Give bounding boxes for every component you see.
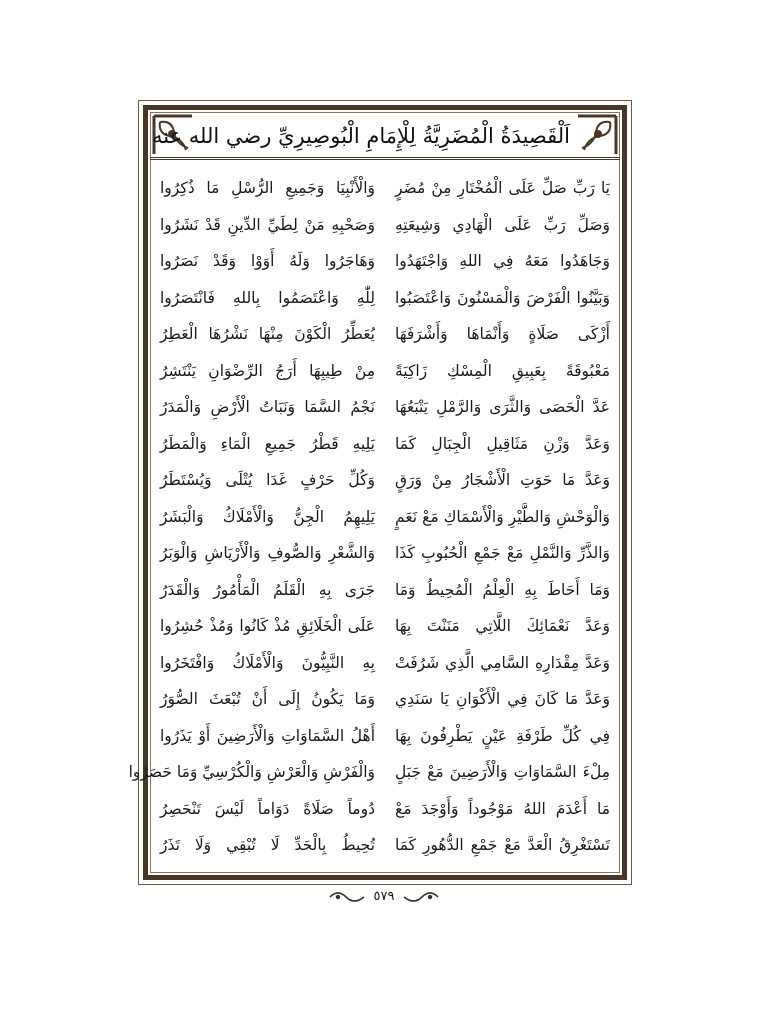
verse-second-hemistich: نَجْمُ السَّمَا وَنَبَاتُ الْأَرْضِ وَالْمَدَرُ [160, 398, 375, 416]
verse-row [160, 316, 610, 352]
verse-row [160, 426, 610, 462]
verse-second-hemistich: وَالْأَنْبِيَا وَجَمِيعِ الرُّسْلِ مَا ذُكِرُوا [160, 179, 375, 197]
verse-first-hemistich: وَجَاهَدُوا مَعَهُ فِي اللهِ وَاجْتَهَدُوا [395, 252, 610, 270]
verse-second-hemistich: وَالْفَرْشِ وَالْعَرْشِ وَالْكُرْسِيِّ وَمَا حَصَرُوا [128, 763, 375, 781]
verse-row [160, 207, 610, 243]
verse-first-hemistich: مَعْبُوقَةً بِعَبِيقِ الْمِسْكِ زَاكِيَةً [395, 361, 610, 380]
verse-first-hemistich: مَا أَعْدَمَ اللهُ مَوْجُوداً وَأَوْجَدَ مَعْ [395, 799, 610, 818]
verse-row [160, 718, 610, 754]
verse-second-hemistich: تُحِيطُ بِالْحَدِّ لَا تُبْقِي وَلَا تَذَرُ [160, 836, 375, 854]
verse-first-hemistich: عَدَّ الْحَصَى وَالثَّرَى وَالرَّمْلِ يَتْبَعُهَا [395, 398, 610, 416]
verse-first-hemistich: وَعَدَّ نَعْمَائِكَ اللَّاتِي مَنَنْتَ بِهَا [395, 617, 610, 635]
page-number: ٥٧٩ [373, 889, 395, 904]
verse-row [160, 645, 610, 681]
verse-first-hemistich: وَالذَّرِّ وَالنَّمْلِ مَعْ جَمْعِ الْحُبُوبِ كَذَا [395, 544, 610, 562]
verse-first-hemistich: وَبَيَّنُوا الْفَرْضَ وَالْمَسْنُونَ وَاعْتَصَبُوا [395, 288, 610, 307]
verse-first-hemistich: يَا رَبِّ صَلِّ عَلَى الْمُخْتَارِ مِنْ مُضَرٍ [395, 179, 610, 197]
verse-first-hemistich: وَصَلِّ رَبِّ عَلَى الْهَادِي وَشِيعَتِهِ [395, 215, 610, 234]
verse-row [160, 170, 610, 206]
verse-row [160, 791, 610, 827]
verse-second-hemistich: يَلِيهِمُ الْجِنُّ وَالْأَمْلَاكُ وَالْبَشَرُ [160, 507, 375, 526]
verse-row [160, 572, 610, 608]
verse-second-hemistich: وَكُلِّ حَرْفٍ غَدَا يُتْلَى وَيُسْتَطَرُ [160, 471, 375, 489]
verse-second-hemistich: عَلَى الْخَلَائِقِ مُذْ كَانُوا وَمُذْ حُشِرُوا [160, 617, 375, 635]
verse-row [160, 389, 610, 425]
verse-second-hemistich: دُوماً صَلَاةً دَوَاماً لَيْسَ تَنْحَصِرُ [160, 799, 375, 818]
verse-second-hemistich: أَهْلُ السَّمَاوَاتِ وَالْأَرَضِينَ أَوْ يَذَرُوا [160, 726, 375, 745]
left-ornament-icon [328, 886, 366, 908]
verse-row [160, 827, 610, 863]
verse-first-hemistich: وَالْوَحْشِ وَالطَّيْرِ وَالْأَسْمَاكِ مَعْ نَعَمٍ [395, 507, 610, 526]
corner-ornament-right [576, 114, 618, 156]
page-title: اَلْقَصِيدَةُ الْمُضَرِيَّةُ لِلْإِمَامِ الْبُوصِيرِيِّ رضي الله عنه [152, 124, 570, 148]
verse-row [128, 754, 610, 790]
verse-second-hemistich: مِنْ طِيبِهَا أَرَجُ الرِّضْوَانِ يَنْتَشِرُ [160, 361, 375, 380]
verse-row [160, 462, 610, 498]
verse-first-hemistich: وَعَدَّ مَا حَوَتِ الْأَشْجَارُ مِنْ وَرَقٍ [395, 471, 610, 489]
verse-first-hemistich: فِي كُلِّ طَرْفَةِ عَيْنٍ يَطْرِفُونَ بِهَا [395, 726, 610, 745]
verse-second-hemistich: وَالشَّعْرِ وَالصُّوفِ وَالْأَرْيَاشِ وَالْوَبَرُ [160, 544, 375, 562]
verse-second-hemistich: وَهَاجَرُوا وَلَهُ أَوَوْا وَقَدْ نَصَرُوا [160, 252, 375, 270]
verse-first-hemistich: وَمَا أَحَاطَ بِهِ الْعِلْمُ الْمُحِيطُ وَمَا [395, 580, 610, 599]
verse-second-hemistich: بِهِ النَّبِيُّونَ وَالْأَمْلَاكُ وَافْتَخَرُوا [160, 653, 375, 672]
verse-second-hemistich: يَلِيهِ قَطْرُ جَمِيعِ الْمَاءِ وَالْمَطَرُ [160, 434, 375, 453]
right-ornament-icon [402, 886, 440, 908]
verse-first-hemistich: مِلْءَ السَّمَاوَاتِ وَالْأَرَضِينَ مَعْ جَبَلٍ [395, 763, 610, 781]
verse-first-hemistich: وَعَدَّ وَزْنِ مَثَاقِيلِ الْجِبَالِ كَمَا [395, 434, 610, 453]
verse-row [160, 243, 610, 279]
page-footer [328, 886, 440, 908]
verse-row [160, 681, 610, 717]
verse-second-hemistich: وَمَا يَكُونُ إِلَى أَنْ تُبْعَثَ الصُّوَرُ [160, 690, 375, 708]
verse-second-hemistich: لِلّٰهِ وَاعْتَصَمُوا بِاللهِ فَانْتَصَرُوا [160, 288, 375, 307]
verse-first-hemistich: وَعَدَّ مَا كَانَ فِي الْأَكْوَانِ يَا سَنَدِي [395, 690, 610, 708]
verse-row [160, 280, 610, 316]
verse-first-hemistich: وَعَدَّ مِقْدَارِهِ السَّامِي الَّذِي شَرُفَتْ [395, 653, 610, 672]
verse-row [160, 608, 610, 644]
verse-row [160, 353, 610, 389]
verse-second-hemistich: يُعَطِّرُ الْكَوْنَ مِنْهَا نَشْرُهَا الْعَطِرُ [160, 325, 375, 343]
verse-second-hemistich: وَصَحْبِهِ مَنْ لِطَيِّ الدِّينِ قَدْ نَشَرُوا [160, 215, 375, 234]
verse-row [160, 535, 610, 571]
verse-first-hemistich: أَزْكَى صَلَاةٍ وَأَنْمَاهَا وَأَشْرَفَهَا [395, 325, 610, 343]
verse-second-hemistich: جَرَى بِهِ الْقَلَمُ الْمَأْمُورُ وَالْقَدَرُ [160, 580, 375, 599]
verse-first-hemistich: تَسْتَغْرِقُ الْعَدَّ مَعْ جَمْعِ الدُّهُورِ كَمَا [395, 836, 610, 854]
verse-row [160, 499, 610, 535]
